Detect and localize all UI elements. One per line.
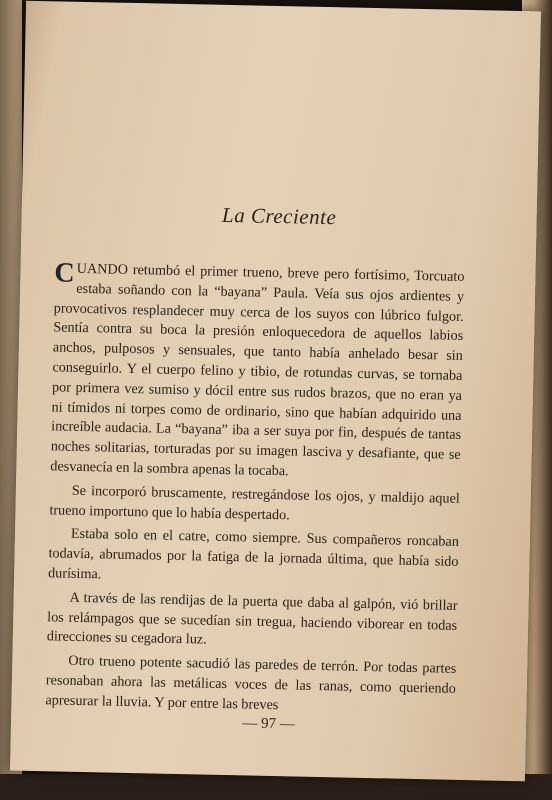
drop-cap: C — [54, 257, 75, 289]
paragraph-2: Se incorporó bruscamente, restregándose los ojos, y maldijo aquel trueno importuno que lo había despertado. — [49, 482, 460, 523]
paragraph-3: Estaba solo en el catre, como siempre. Sus compañeros roncaban todavía, abrumados por la fatiga de la jornada última, que había sido durísima. — [47, 526, 460, 583]
paragraph-1 — [50, 259, 464, 485]
book-page — [10, 1, 541, 782]
chapter-body — [45, 259, 464, 723]
paragraph-4: A través de las rendijas de la puerta que daba al galpón, vió brillar los relámpagos que se sucedían sin tregua, haciendo viborear en todas direcciones su cegadora luz. — [46, 589, 458, 648]
page-number: — 97 — — [242, 715, 295, 733]
paragraph-5: Otro trueno potente sacudió las paredes de terrón. Por todas partes resonaban ahora las metálicas voces de las ranas, como queriendo apresurar la lluvia. Y por entre las breves — [45, 652, 457, 713]
chapter-title: La Creciente — [221, 202, 337, 230]
paragraph-1-text: UANDO retumbó el primer trueno, breve pero fortísimo, Torcuato estaba soñando con la “bayana” Paula. Veía sus ojos ardientes y provocativos resplandecer muy cerca de los suyos con lúbrico fulgor. Sentía contra su boca la presión enloquecedora de aquellos labios anchos, pulposos y sensuales, que tanto había anhelado besar sin conseguirlo. Y el cuerpo felino y tibio, de rotundas curvas, se tornaba por primera vez sumiso y dócil entre sus rudos brazos, que no eran ya ni tímidos ni torpes como de ordinario, sino que habían adquirido una increíble audacia. La “bayana” iba a ser suya por fin, después de tantas noches solitarias, torturadas por su imagen lasciva y desafiante, que se desvanecía en la sombra apenas la tocaba. — [50, 260, 465, 480]
